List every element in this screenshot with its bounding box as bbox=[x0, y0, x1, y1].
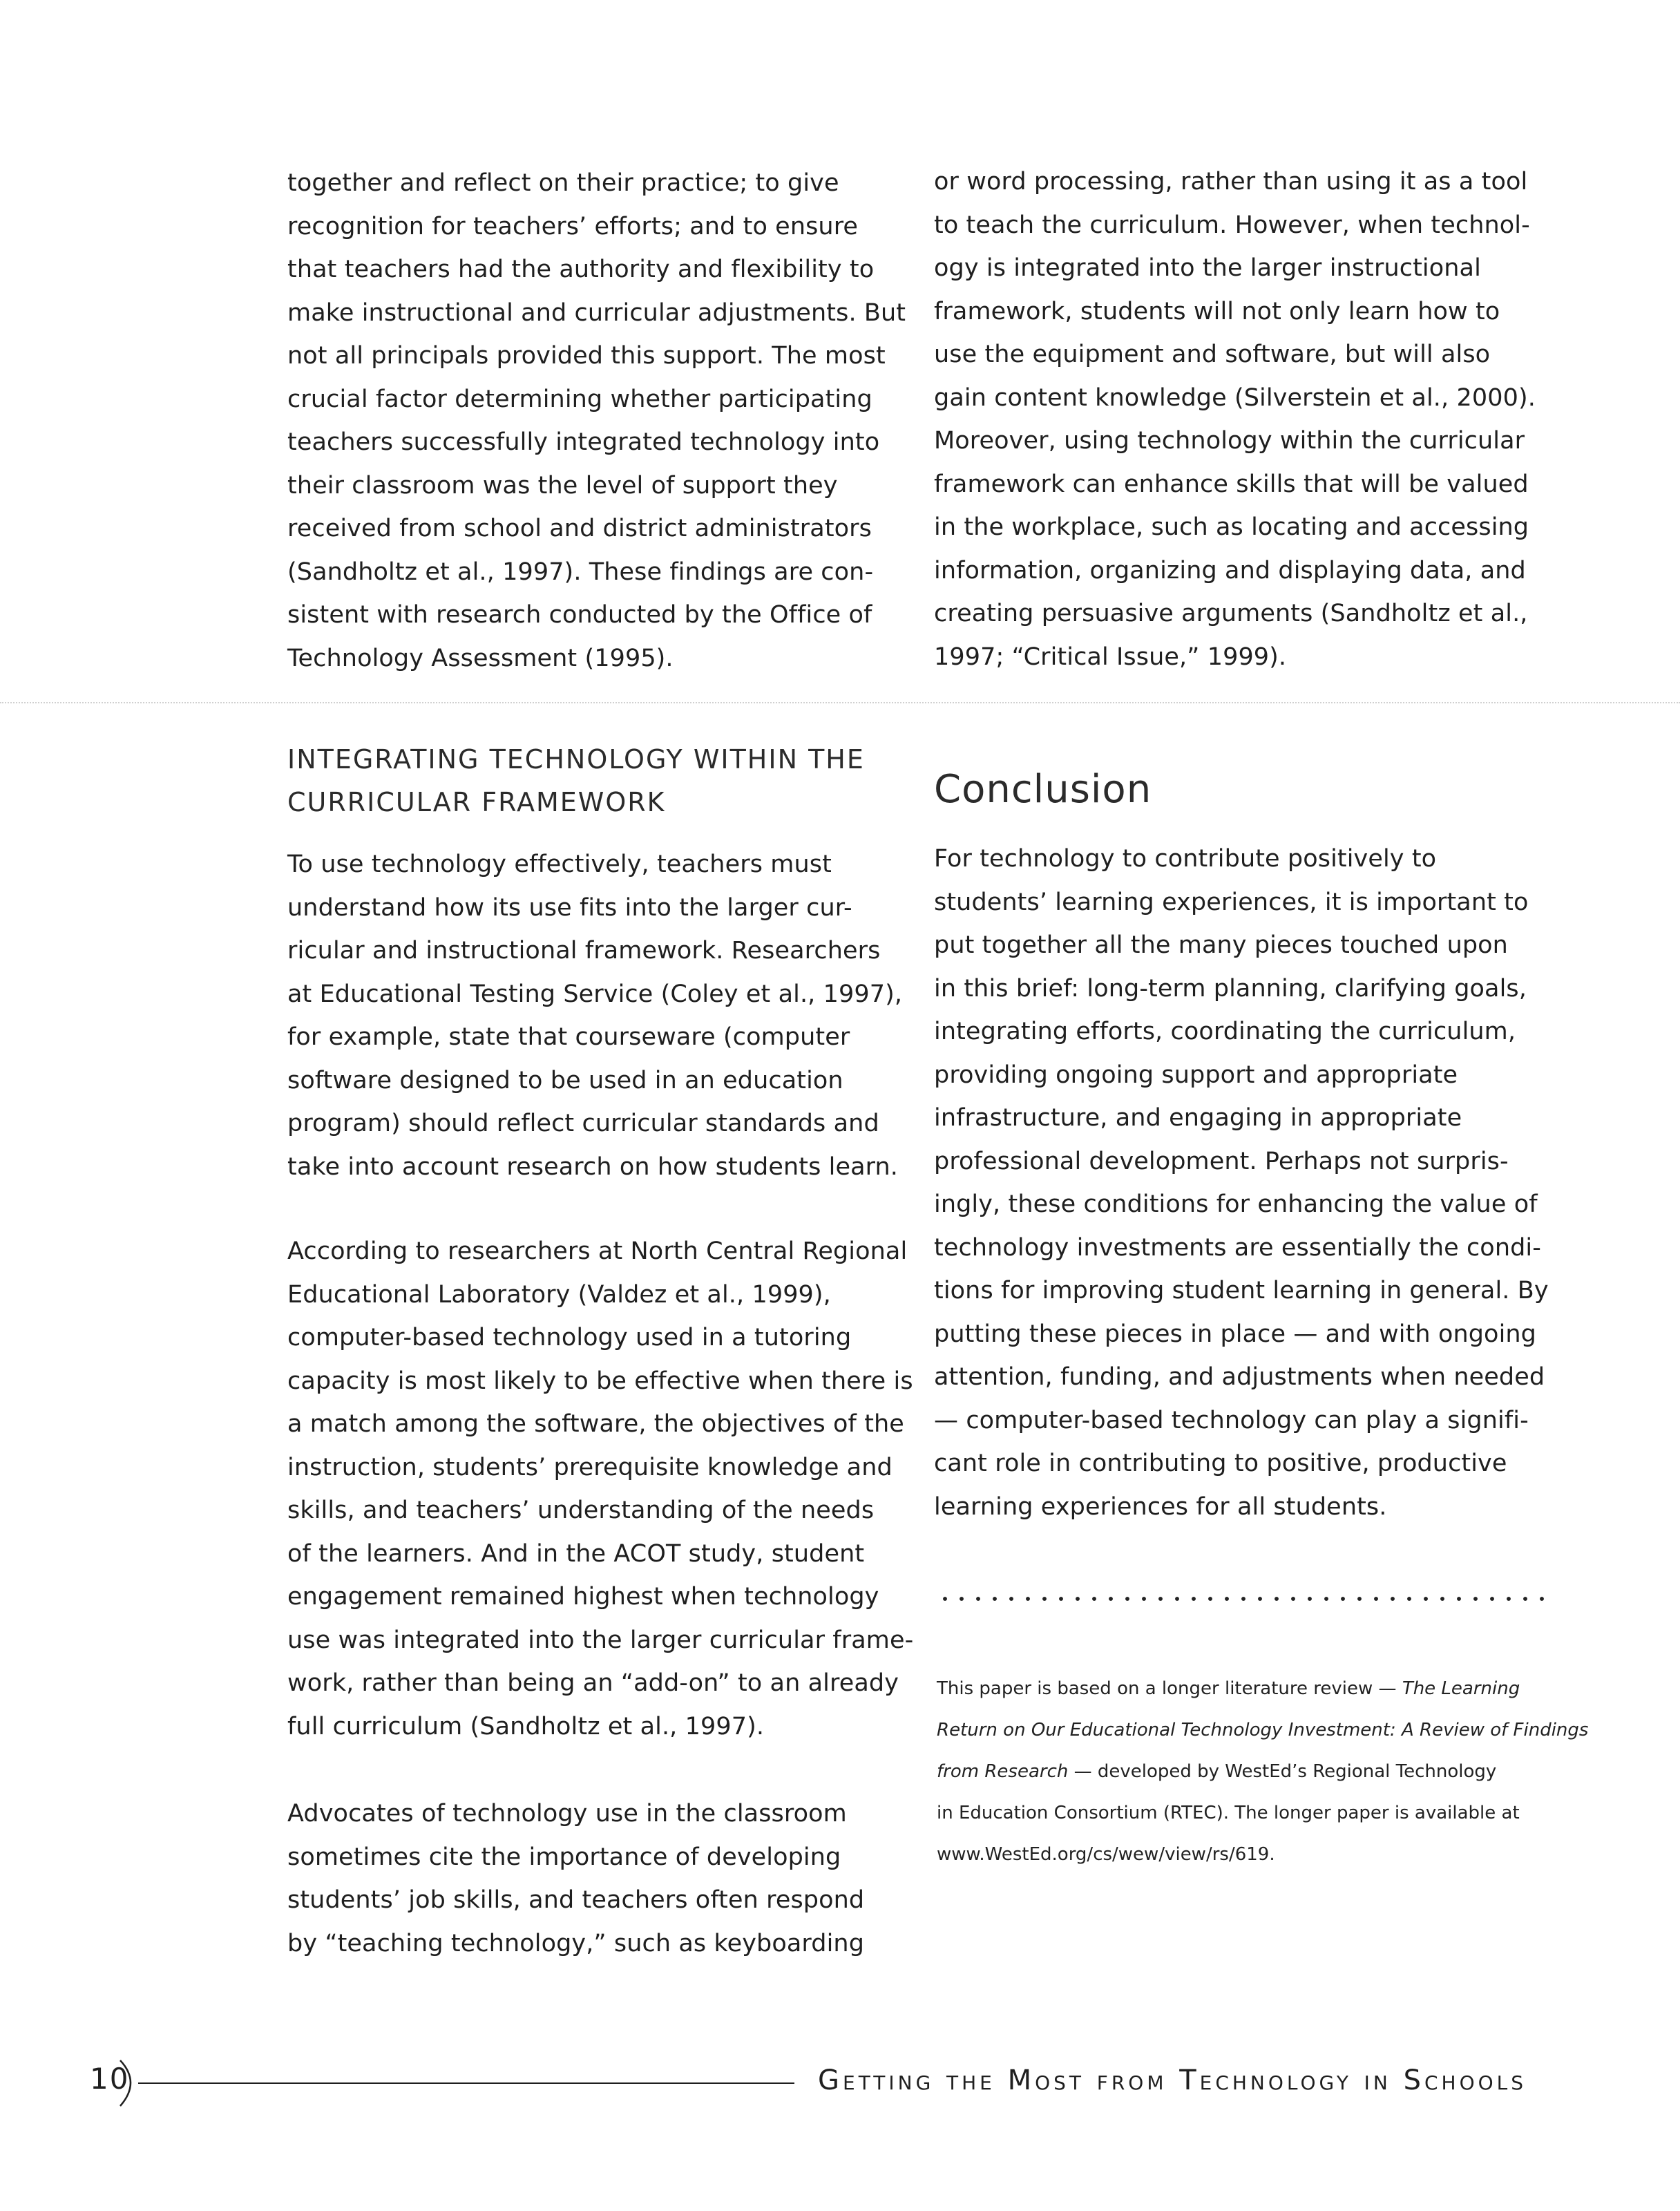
text-line: their classroom was the level of support they bbox=[287, 471, 838, 500]
text-line: infrastructure, and engaging in appropriate bbox=[934, 1104, 1462, 1132]
text-line: make instructional and curricular adjustments. But bbox=[287, 298, 906, 327]
conclusion-heading: Conclusion bbox=[934, 767, 1152, 812]
text-line: use the equipment and software, but will also bbox=[934, 341, 1491, 368]
text-line: together and reflect on their practice; to give bbox=[287, 169, 839, 197]
text-line: technology investments are essentially the condi- bbox=[934, 1233, 1541, 1262]
text-line: students’ learning experiences, it is important to bbox=[934, 888, 1529, 916]
text-line: put together all the many pieces touched upon bbox=[934, 931, 1508, 959]
text-line: not all principals provided this support. The most bbox=[287, 342, 886, 370]
text-line: sistent with research conducted by the Office of bbox=[287, 601, 872, 629]
text-line: gain content knowledge (Silverstein et al., 2000). bbox=[934, 383, 1536, 412]
note-line bbox=[937, 1668, 1558, 1709]
text-line: a match among the software, the objectives of the bbox=[287, 1410, 904, 1438]
left-paragraph-2 bbox=[287, 1230, 914, 1748]
note-title-italic: from Research bbox=[937, 1761, 1069, 1782]
text-line: creating persuasive arguments (Sandholtz et al., bbox=[934, 600, 1528, 627]
running-footer-title: Getting the Most from Technology in Schools bbox=[818, 2065, 1527, 2096]
right-column-top bbox=[934, 160, 1542, 679]
note-url: www.WestEd.org/cs/wew/view/rs/619. bbox=[937, 1844, 1275, 1865]
text-line: full curriculum (Sandholtz et al., 1997). bbox=[287, 1712, 765, 1740]
text-line: at Educational Testing Service (Coley et al., 1997), bbox=[287, 980, 903, 1008]
text-line: providing ongoing support and appropriate bbox=[934, 1061, 1458, 1089]
right-top-paragraph bbox=[934, 160, 1542, 679]
left-column-top bbox=[287, 162, 906, 680]
left-column-body-2 bbox=[287, 1230, 914, 1748]
text-line: teachers successfully integrated technology into bbox=[287, 428, 880, 456]
page-divider-rule bbox=[0, 702, 1680, 703]
text-line: tions for improving student learning in general. By bbox=[934, 1277, 1549, 1304]
text-line: for example, state that courseware (computer bbox=[287, 1023, 850, 1051]
left-column-body-3 bbox=[287, 1792, 895, 1965]
left-column-body bbox=[287, 843, 903, 1188]
text-line: learning experiences for all students. bbox=[934, 1492, 1387, 1521]
text-line: computer-based technology used in a tutoring bbox=[287, 1324, 852, 1351]
note-title-italic: Return on Our Educational Technology Investment: A Review of Findings bbox=[937, 1720, 1589, 1740]
left-paragraph-3 bbox=[287, 1792, 895, 1965]
text-line: ingly, these conditions for enhancing the value of bbox=[934, 1190, 1538, 1218]
page-number: 10 bbox=[90, 2062, 130, 2096]
text-line: of the learners. And in the ACOT study, student bbox=[287, 1539, 865, 1568]
text-line: framework can enhance skills that will be valued bbox=[934, 470, 1529, 498]
text-line: (Sandholtz et al., 1997). These findings are con- bbox=[287, 558, 874, 586]
text-line: students’ job skills, and teachers often respond bbox=[287, 1886, 865, 1914]
text-line: skills, and teachers’ understanding of the needs bbox=[287, 1497, 875, 1524]
text-line: Technology Assessment (1995). bbox=[287, 644, 674, 672]
left-top-paragraph bbox=[287, 162, 906, 680]
text-line: or word processing, rather than using it as a tool bbox=[934, 168, 1528, 196]
text-line: engagement remained highest when technology bbox=[287, 1583, 879, 1611]
text-line: crucial factor determining whether participating bbox=[287, 385, 872, 413]
conclusion-body bbox=[934, 837, 1549, 1528]
note-text: This paper is based on a longer literature review — bbox=[937, 1678, 1402, 1699]
text-line: sometimes cite the importance of developing bbox=[287, 1843, 841, 1871]
left-paragraph-1 bbox=[287, 843, 903, 1188]
section-heading-line: CURRICULAR FRAMEWORK bbox=[287, 787, 666, 817]
conclusion-paragraph bbox=[934, 837, 1549, 1528]
text-line: to teach the curriculum. However, when technol- bbox=[934, 211, 1530, 239]
text-line: professional development. Perhaps not surpris- bbox=[934, 1147, 1509, 1175]
text-line: software designed to be used in an education bbox=[287, 1066, 843, 1094]
text-line: attention, funding, and adjustments when needed bbox=[934, 1363, 1545, 1391]
page-number-badge bbox=[87, 2056, 142, 2112]
text-line: information, organizing and displaying data, and bbox=[934, 556, 1526, 585]
note-line: in Education Consortium (RTEC). The longer paper is available at bbox=[937, 1803, 1520, 1823]
text-line: program) should reflect curricular standards and bbox=[287, 1110, 879, 1137]
text-line: understand how its use fits into the larger cur- bbox=[287, 893, 852, 922]
text-line: use was integrated into the larger curricular frame- bbox=[287, 1626, 914, 1654]
text-line: by “teaching technology,” such as keyboarding bbox=[287, 1929, 865, 1957]
text-line: instruction, students’ prerequisite knowledge and bbox=[287, 1453, 892, 1481]
text-line: putting these pieces in place — and with ongoing bbox=[934, 1320, 1536, 1348]
page-number-bracket-icon bbox=[87, 2056, 142, 2112]
text-line: According to researchers at North Central Regional bbox=[287, 1237, 908, 1265]
text-line: cant role in contributing to positive, productive bbox=[934, 1450, 1507, 1477]
text-line: ogy is integrated into the larger instructional bbox=[934, 254, 1481, 282]
note-title-italic: The Learning bbox=[1402, 1678, 1520, 1699]
text-line: received from school and district administrators bbox=[287, 515, 872, 542]
text-line: capacity is most likely to be effective when there is bbox=[287, 1367, 913, 1395]
text-line: 1997; “Critical Issue,” 1999). bbox=[934, 643, 1287, 671]
text-line: integrating efforts, coordinating the curriculum, bbox=[934, 1018, 1516, 1045]
text-line: Advocates of technology use in the classroom bbox=[287, 1800, 847, 1828]
text-line: To use technology effectively, teachers must bbox=[287, 851, 832, 878]
text-line: Educational Laboratory (Valdez et al., 1999), bbox=[287, 1280, 831, 1309]
text-line: ricular and instructional framework. Researchers bbox=[287, 937, 881, 965]
text-line: Moreover, using technology within the curricular bbox=[934, 427, 1525, 455]
text-line: — computer-based technology can play a signifi- bbox=[934, 1406, 1529, 1434]
text-line: For technology to contribute positively to bbox=[934, 845, 1437, 873]
dotted-separator bbox=[937, 1596, 1545, 1602]
text-line: in this brief: long-term planning, clarifying goals, bbox=[934, 974, 1527, 1003]
note-text: — developed by WestEd’s Regional Technology bbox=[1068, 1761, 1497, 1782]
text-line: that teachers had the authority and flexibility to bbox=[287, 256, 875, 283]
text-line: take into account research on how students learn. bbox=[287, 1152, 899, 1181]
section-heading bbox=[287, 738, 895, 824]
text-line: work, rather than being an “add-on” to an already bbox=[287, 1669, 899, 1697]
note-line bbox=[937, 1751, 1558, 1792]
text-line: recognition for teachers’ efforts; and to ensure bbox=[287, 212, 859, 240]
footer-rule bbox=[138, 2082, 794, 2084]
section-heading-line: INTEGRATING TECHNOLOGY WITHIN THE bbox=[287, 744, 865, 775]
text-line: in the workplace, such as locating and accessing bbox=[934, 513, 1529, 541]
text-line: framework, students will not only learn how to bbox=[934, 297, 1500, 325]
source-note bbox=[937, 1668, 1589, 1875]
